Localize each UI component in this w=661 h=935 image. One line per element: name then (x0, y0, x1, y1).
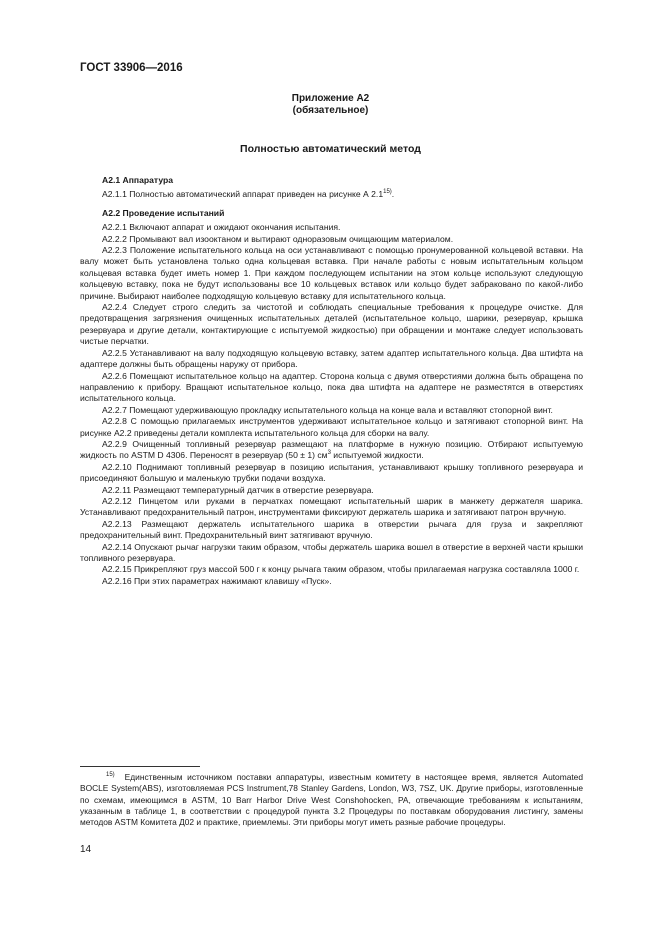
paragraph-a211-end: . (391, 189, 395, 200)
paragraph-a2216: А2.2.16 При этих параметрах нажимают клавишу «Пуск». (102, 575, 332, 586)
paragraph-a226: А2.2.6 Помещают испытательное кольцо на адаптер. Сторона кольца с двумя отверстиями должна быть обращена по направлению к прибору. Вращают испытательное кольцо, пока два штифта на адаптере не разместятся в отверстиях испытательного кольца. (80, 370, 583, 404)
paragraph-a229 (80, 439, 583, 462)
paragraph-a2212: А2.2.12 Пинцетом или руками в перчатках помещают испытательный шарик в манжету держателя шарика. Устанавливают предохранительный патрон, инструментами фиксируют держатель шарика и затягивают патрон вручную. (80, 495, 583, 518)
paragraph-a229-end: испытуемой жидкости. (330, 450, 424, 461)
paragraph-a211-text: А2.1.1 Полностью автоматический аппарат приведен на рисунке А 2.1 (102, 189, 384, 200)
paragraph-a221: А2.2.1 Включают аппарат и ожидают окончания испытания. (102, 222, 341, 233)
footnote-text: Единственным источником поставки аппаратуры, известным комитету в настоящее время, является Automated BOCLE System(ABS), изготовляемая PCS Instrument,78 Stanley Gardens, London, W3, 7SZ, UK. Другие приборы, изготовленные по схемам, имеющимся в ASTM, 10 Barr Harbor Drive West Conshohocken, PA, отвечающие требованиям к испытаниям, указанным в таблице 1, в соответствии с процедурой пункта 3.2 Процедуры по поставкам оборудования листингу, замены методов ASTM Комитета Д02 и практике, приемлемы. Эти приборы могут иметь разные рабочие процедуры. (80, 772, 583, 828)
heading-a22: А2.2 Проведение испытаний (102, 207, 225, 218)
document-header: ГОСТ 33906—2016 (80, 62, 183, 74)
document-body (80, 175, 583, 587)
paragraph-a2215: А2.2.15 Прикрепляют груз массой 500 г к концу рычага таким образом, чтобы прилагаемая нагрузка составляла 1000 г. (102, 564, 580, 575)
paragraph-a224: А2.2.4 Следует строго следить за чистотой и соблюдать специальные требования к процедуре очистке. Для предотвращения загрязнения очищенных испытательных деталей (испытательное кольцо, шарики, резервуар, крышка резервуара и другие детали, контактирующие с испытуемой жидкостью) при обращении и монтаже следует использовать чистые перчатки. (80, 302, 583, 347)
paragraph-a227: А2.2.7 Помещают удерживающую прокладку испытательного кольца на конце вала и вставляют стопорной винт. (102, 404, 553, 415)
page-number: 14 (80, 844, 92, 855)
paragraph-a228: А2.2.8 С помощью прилагаемых инструментов удерживают испытательное кольцо и затягивают стопорной винт. На рисунке А2.2 приведены детали комплекта испытательного кольца для сборки на валу. (80, 416, 583, 438)
paragraph-a211 (80, 189, 583, 200)
paragraph-a222: А2.2.2 Промывают вал изооктаном и вытирают одноразовым очищающим материалом. (102, 233, 454, 244)
section-title: Полностью автоматический метод (240, 143, 421, 155)
footnote-mark: 15) (106, 772, 115, 779)
paragraph-a2211: А2.2.11 Размещают температурный датчик в отверстие резервуара. (102, 484, 374, 495)
paragraph-a223: А2.2.3 Положение испытательного кольца на оси устанавливают с помощью пронумерованной кольцевой вставки. На валу может быть установлена только одна кольцевая вставка. При начале работы с новым испытательным кольцом кольцевая вставка будет иметь номер 1. При каждом последующем испытании на этом кольце используют следующую кольцевую вставку, пока не будут использованы все 10 кольцевых вставок или кольцо будет забраковано по какой-либо причине. Выбирают наиболее подходящую кольцевую вставку для испытательного кольца. (80, 245, 583, 301)
footnote-ref: 15) (383, 189, 392, 196)
footnote (80, 772, 583, 828)
footnote-separator (80, 766, 200, 767)
appendix-status: (обязательное) (292, 105, 369, 116)
appendix-title: Приложение А2 (291, 93, 370, 104)
unit-superscript: 3 (327, 450, 331, 457)
heading-a21: А2.1 Аппаратура (102, 175, 174, 185)
paragraph-a229-text: А2.2.9 Очищенный топливный резервуар размещают на платформе в нужную позицию. Отбирают испытуемую жидкость по ASTM D 4306. Переносят в резервуар (50 ± 1) см (80, 438, 583, 461)
paragraph-a2214: А2.2.14 Опускают рычаг нагрузки таким образом, чтобы держатель шарика вошел в отверстие в верхней части крышки топливного резервуара. (80, 541, 583, 563)
paragraph-a225: А2.2.5 Устанавливают на валу подходящую кольцевую вставку, затем адаптер испытательного кольца. Два штифта на адаптере должны быть обращены наружу от прибора. (80, 347, 583, 370)
paragraph-a2213: А2.2.13 Размещают держатель испытательного шарика в отверстии рычага для груза и закрепляют предохранительный винт. Предохранительный винт затягивают вручную. (80, 518, 583, 541)
appendix-label (80, 93, 581, 117)
paragraph-a2210: А2.2.10 Поднимают топливный резервуар в позицию испытания, устанавливают крышку топливного резервуара и присоединяют большую и маленькую трубки подачи воздуха. (80, 461, 583, 484)
